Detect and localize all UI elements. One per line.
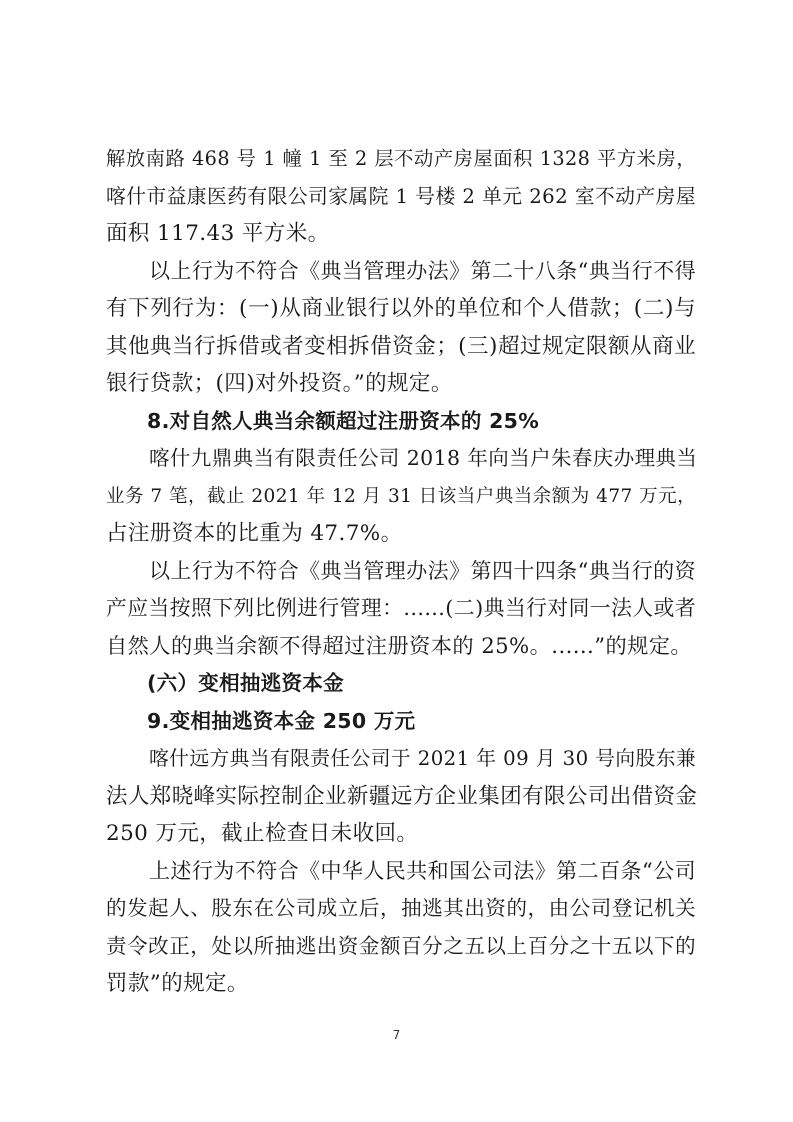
text-line: 喀什九鼎典当有限责任公司 2018 年向当户朱春庆办理典当 <box>149 446 698 470</box>
text-line: 银行贷款；(四)对外投资。”的规定。 <box>106 371 453 396</box>
text-line: 产应当按照下列比例进行管理：......(二)典当行对同一法人或者 <box>106 596 696 620</box>
text-line: 解放南路 468 号 1 幢 1 至 2 层不动产房屋面积 1328 平方米房， <box>106 147 696 170</box>
paragraph-jiuding-pawn <box>106 440 696 553</box>
paragraph-property-area <box>106 140 696 253</box>
text-line: 的发起人、股东在公司成立后，抽逃其出资的，由公司登记机关 <box>106 896 696 920</box>
paragraph-company-law <box>106 853 696 1003</box>
text-line: 以上行为不符合《典当管理办法》第二十八条“典当行不得 <box>149 258 696 283</box>
text-line: 喀什市益康医药有限公司家属院 1 号楼 2 单元 262 室不动产房屋 <box>106 184 696 208</box>
text-line: 法人郑晓峰实际控制企业新疆远方企业集团有限公司出借资金 <box>106 783 698 809</box>
text-line: 占注册资本的比重为 47.7%。 <box>106 521 403 546</box>
paragraph-regulation-28 <box>106 253 696 403</box>
text-line: 面积 117.43 平方米。 <box>106 221 330 246</box>
text-line: 有下列行为：(一)从商业银行以外的单位和个人借款；(二)与 <box>106 296 696 321</box>
text-line: 250 万元，截止检查日未收回。 <box>106 821 419 846</box>
document-body <box>106 140 696 1003</box>
text-line: 罚款”的规定。 <box>106 971 249 996</box>
paragraph-regulation-44 <box>106 553 696 666</box>
text-line: 上述行为不符合《中华人民共和国公司法》第二百条“公司 <box>149 858 696 883</box>
text-line: 责令改正，处以所抽逃出资金额百分之五以上百分之十五以下的 <box>106 933 696 958</box>
section-heading-9: 9.变相抽逃资本金 250 万元 <box>147 708 416 733</box>
text-line: 喀什远方典当有限责任公司于 2021 年 09 月 30 号向股东兼 <box>149 747 696 770</box>
page-number: 7 <box>392 1028 401 1042</box>
text-line: 以上行为不符合《典当管理办法》第四十四条“典当行的资 <box>149 558 696 583</box>
text-line: 其他典当行拆借或者变相拆借资金；(三)超过规定限额从商业 <box>106 333 696 359</box>
paragraph-yuanfang-pawn <box>106 740 696 853</box>
section-heading-6: (六）变相抽逃资本金 <box>147 671 344 695</box>
text-line: 业务 7 笔，截止 2021 年 12 月 31 日该当户典当余额为 477 万元， <box>106 485 696 507</box>
section-heading-8: 8.对自然人典当余额超过注册资本的 25% <box>147 408 540 433</box>
text-line: 自然人的典当余额不得超过注册资本的 25%。......”的规定。 <box>106 633 693 659</box>
